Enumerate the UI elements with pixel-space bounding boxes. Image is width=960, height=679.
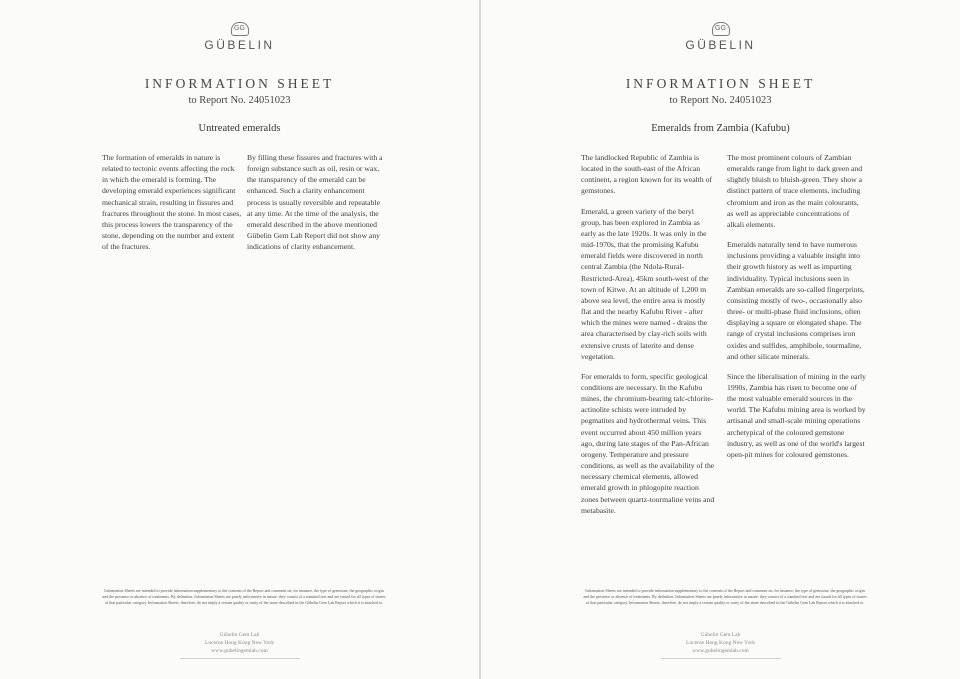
right-information-sheet xyxy=(481,0,960,679)
lab-locations: Lucerne Hong Kong New York xyxy=(205,640,274,646)
text-column-1 xyxy=(581,152,715,525)
footer xyxy=(0,631,479,659)
paragraph: By filling these fissures and fractures with a foreign substance such as oil, resin or wax, the transparency of the emerald can be enhanced. Such a clarity enhancement process is usually reversible and repeatable at any time. At the time of the analysis, the emerald described in the above mentioned Gübelin Gem Lab Report did not show any indications of clarity enhancement. xyxy=(247,153,383,252)
gubelin-crest-icon: GG xyxy=(712,22,730,36)
paragraph: The most prominent colours of Zambian emeralds range from light to dark green and slightly bluish to bluish-green. They show a distinct pattern of trace elements, including chromium and iron as the main colourants, as well as appreciable concentrations of alkali elements. xyxy=(727,153,863,229)
footer-divider xyxy=(180,658,300,659)
paragraph: Emerald, a green variety of the beryl group, has been explored in Zambia as early as the late 1920s. It was only in the mid-1970s, that the promising Kafubu emerald fields were discovered in north central Zambia (the Ndola-Rural-Restricted-Area), 45km south-west of the town of Kitwe. At an altitude of 1,200 m above sea level, the entire area is mostly flat and the nearby Kafubu River - after which the mines were named - drains the area characterised by clay-rich soils with extensive crusts of laterite and dense vegetation. xyxy=(581,206,709,361)
lab-url[interactable]: www.gubelingemlab.com xyxy=(211,648,268,654)
sheet-title: INFORMATION SHEET xyxy=(625,76,816,91)
gubelin-crest-icon: GG xyxy=(231,22,249,36)
lab-locations: Lucerne Hong Kong New York xyxy=(686,640,755,646)
paragraph: For emeralds to form, specific geological conditions are necessary. In the Kafubu mines, the chromium-bearing talc-chlorite-actinolite schists were intruded by pegmatites and hydrothermal veins. This event occurred about 450 million years ago, during late stages of the Pan-African orogeny. Temperature and pressure conditions, as well as the availability of the necessary chemical elements, allowed emerald growth in phlogopite reaction zones between quartz-tourmaline veins and metabasite. xyxy=(581,371,715,515)
report-number: to Report No. 24051023 xyxy=(669,95,772,106)
paragraph: Since the liberalisation of mining in the early 1990s, Zambia has risen to become one of the most valuable emerald sources in the world. The Kafubu mining area is worked by artisanal and small-scale mining operations archetypical of the coloured gemstone industry, as well as one of the world's largest open-pit mines for coloured gemstones. xyxy=(727,371,866,459)
paragraph: The landlocked Republic of Zambia is located in the south-east of the African continent, a region known for its wealth of gemstones. xyxy=(581,153,713,196)
text-column-1 xyxy=(102,152,242,261)
sheet-title: INFORMATION SHEET xyxy=(144,76,335,91)
brand-wordmark: GÜBELIN xyxy=(204,38,275,52)
gubelin-logo xyxy=(0,22,479,52)
disclaimer-text: Information Sheets are intended to provide information supplementary to the contents of the Report and comment on, for instance, the type of gemstone, the geographic origin and the presence or absence of treatments. By definition, Information Sheets are purely informative in nature: they consist of a standard text and are issued for all types of stones of that particular category. Information Sheets, therefore, do not imply a certain quality or rarity of the stone described in the Gübelin Gem Lab Report which it is attached to. xyxy=(102,588,386,605)
lab-name: Gübelin Gem Lab xyxy=(700,632,741,638)
text-column-2 xyxy=(727,152,867,469)
footer xyxy=(481,631,960,659)
paragraph: The formation of emeralds in nature is related to tectonic events affecting the rock in which the emerald is forming. The developing emerald experiences significant mechanical strain, resulting in fissures and fractures throughout the stone. In most cases, this process lowers the transparency of the stone, depending on the number and extent of the fractures. xyxy=(102,153,242,252)
lab-url[interactable]: www.gubelingemlab.com xyxy=(692,648,749,654)
text-column-2 xyxy=(247,152,387,261)
footer-divider xyxy=(661,658,781,659)
sheet-heading: Emeralds from Zambia (Kafubu) xyxy=(651,123,790,134)
report-number: to Report No. 24051023 xyxy=(188,95,291,106)
disclaimer-text: Information Sheets are intended to provide information supplementary to the contents of the Report and comment on, for instance, the type of gemstone, the geographic origin and the presence or absence of treatments. By definition, Information Sheets are purely informative in nature: they consist of a standard text and are issued for all types of stones of that particular category. Information Sheets, therefore, do not imply a certain quality or rarity of the stone described in the Gübelin Gem Lab Report which it is attached to. xyxy=(583,588,867,605)
gubelin-logo xyxy=(481,22,960,52)
brand-wordmark: GÜBELIN xyxy=(685,38,756,52)
paragraph: Emeralds naturally tend to have numerous inclusions providing a valuable insight into their growth history as well as imparting individuality. Typical inclusions seen in Zambian emeralds are so-called fingerprints, consisting mostly of two-, occasionally also three- or multi-phase fluid inclusions, often displaying a square or elongated shape. The range of crystal inclusions comprises iron oxides and sulfides, amphibole, tourmaline, and other silicate minerals. xyxy=(727,240,865,361)
left-information-sheet xyxy=(0,0,479,679)
lab-name: Gübelin Gem Lab xyxy=(219,632,260,638)
sheet-heading: Untreated emeralds xyxy=(198,123,281,134)
